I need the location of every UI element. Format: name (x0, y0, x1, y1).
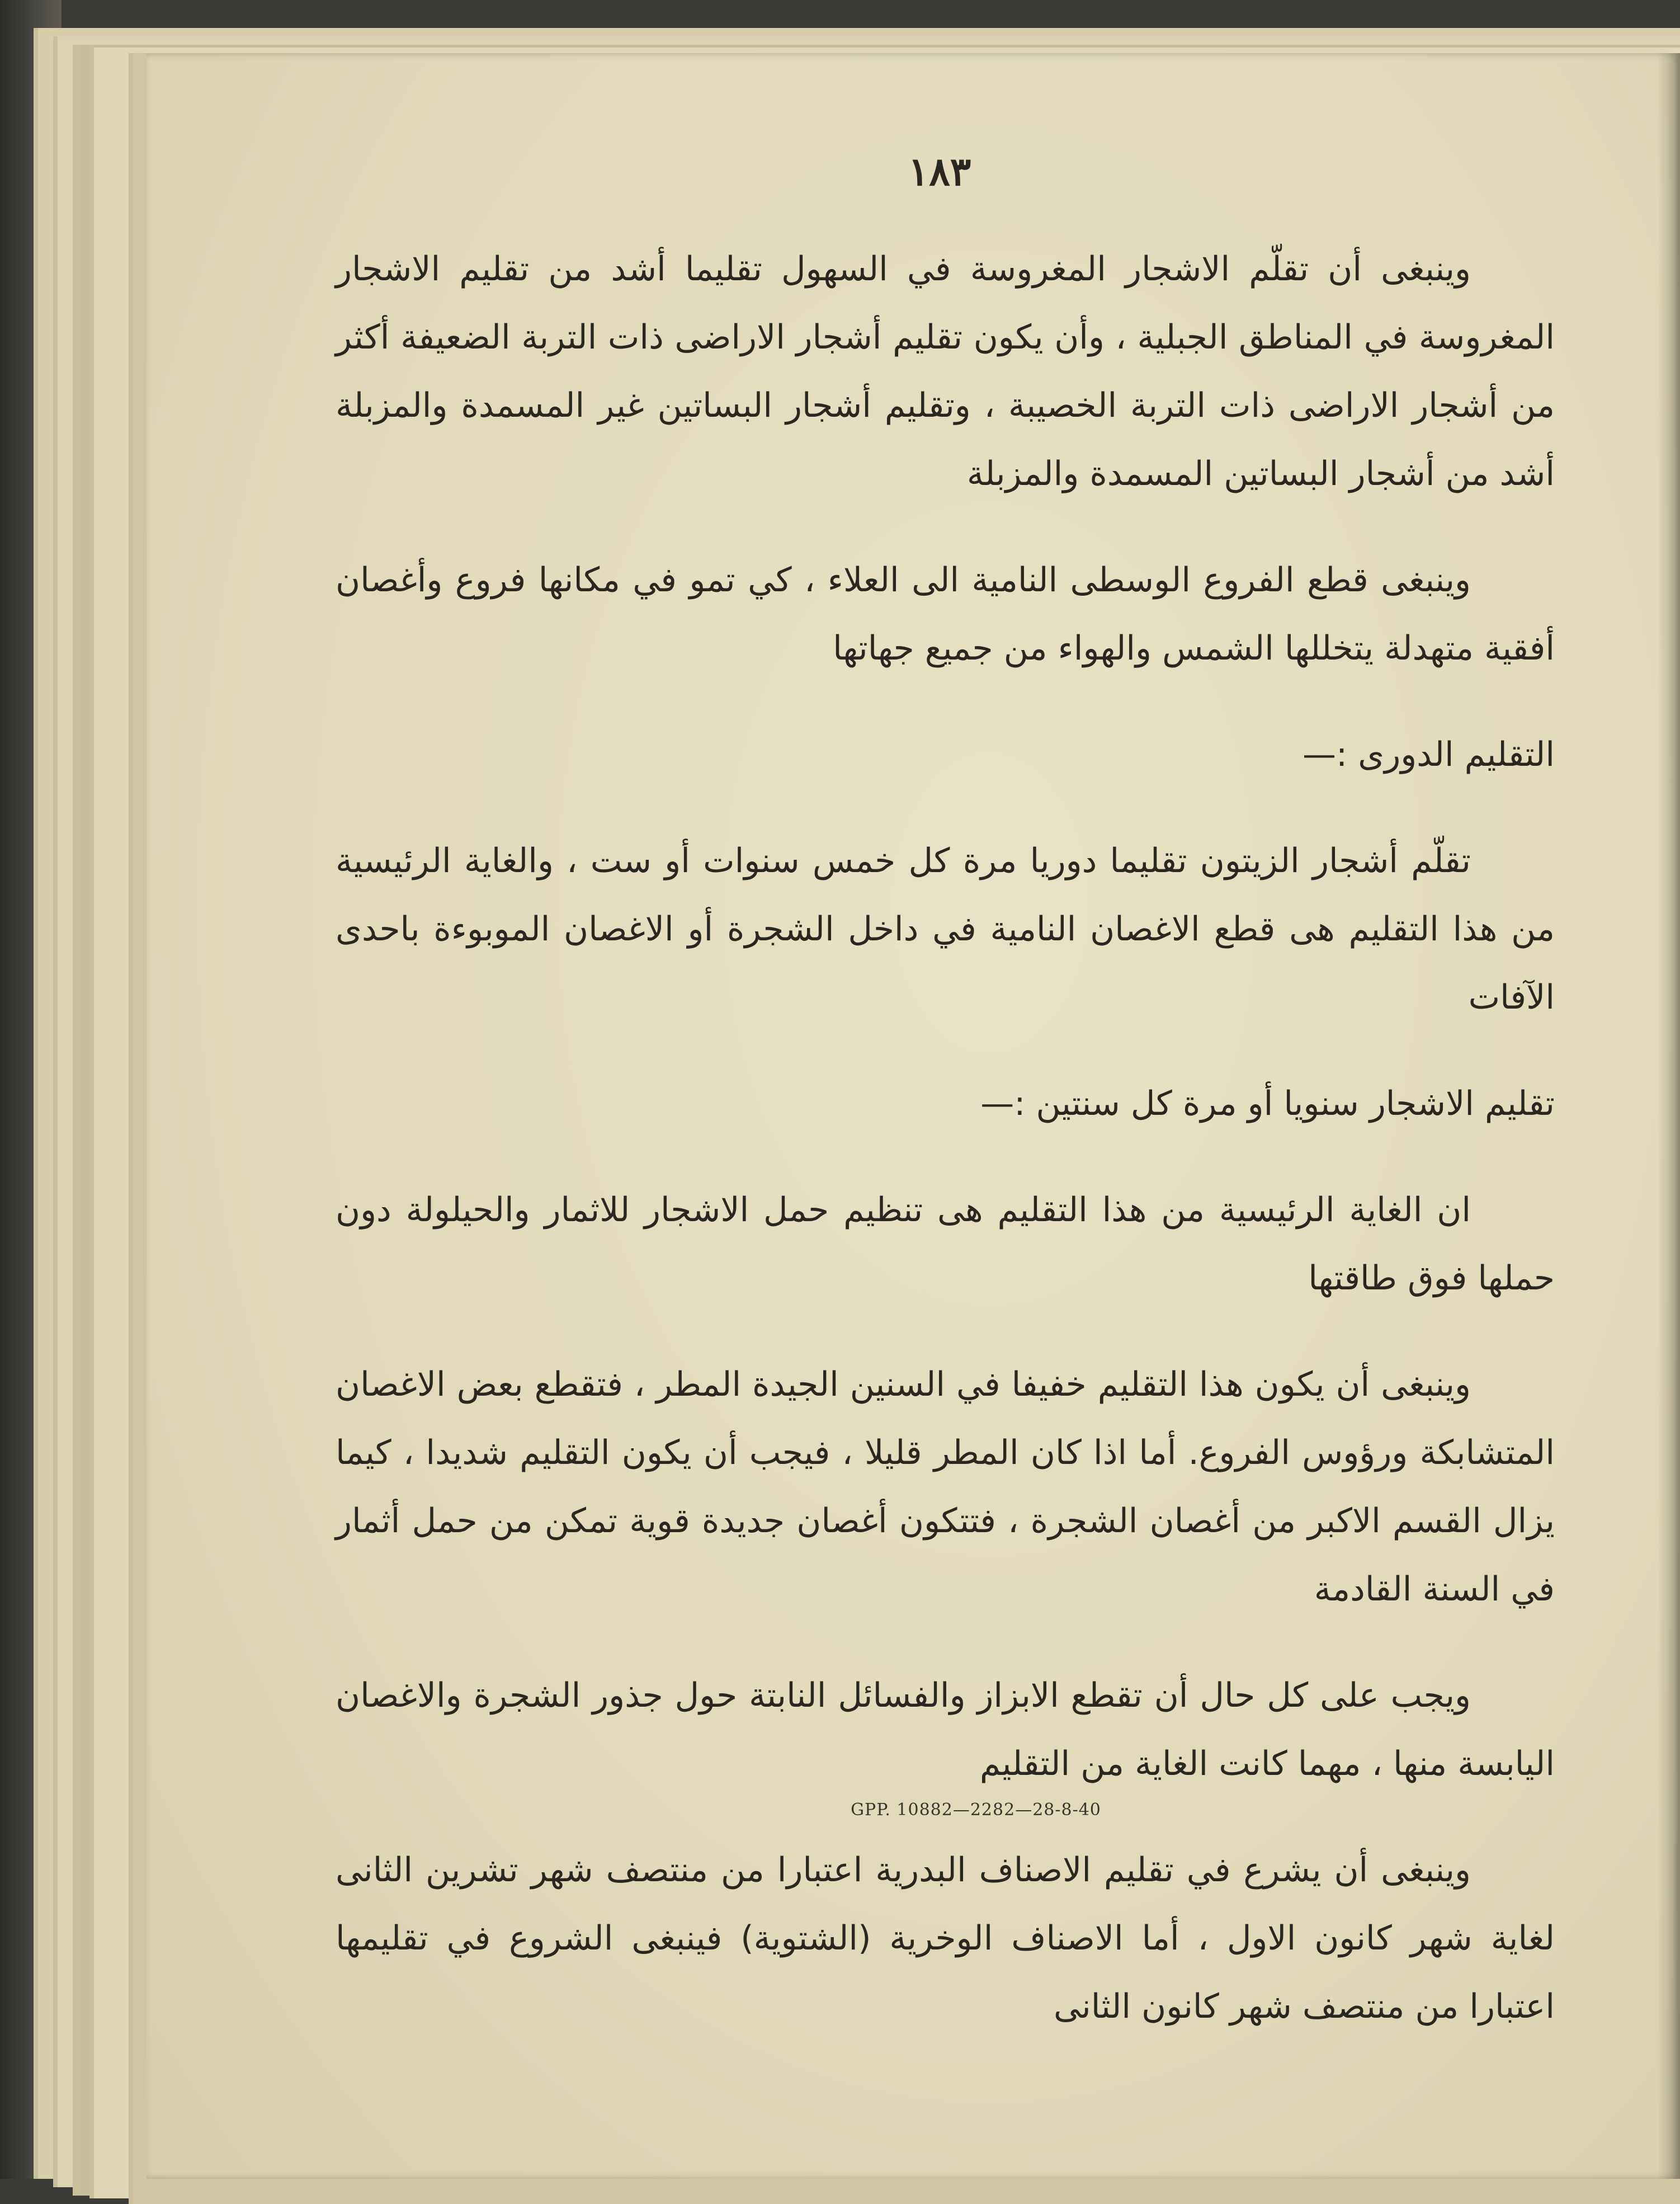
paragraph: وينبغى أن يشرع في تقليم الاصناف البدرية اعتبارا من منتصف شهر تشرين الثانى لغاية شهر كانون الاول ، أما الاصناف الوخرية (الشتوية) فينبغى الشروع في تقليمها اعتبارا من منتصف شهر كانون الثانى (336, 1850, 1555, 2026)
page-shadow (1658, 53, 1680, 2179)
paragraph: تقلّم أشجار الزيتون تقليما دوريا مرة كل خمس سنوات أو ست ، والغاية الرئيسية من هذا التقليم هى قطع الاغصان النامية في داخل الشجرة أو الاغصان الموبوءة باحدى الآفات (336, 841, 1555, 1017)
paragraph: وينبغى أن يكون هذا التقليم خفيفا في السنين الجيدة المطر ، فتقطع بعض الاغصان المتشابكة ورؤوس الفروع. أما اذا كان المطر قليلا ، فيجب أن يكون التقليم شديدا ، كيما يزال القسم الاكبر من أغصان الشجرة ، فتتكون أغصان جديدة قوية تمكن من حمل أثمار في السنة القادمة (336, 1365, 1555, 1609)
section-heading: التقليم الدورى :— (1302, 735, 1555, 774)
paragraph: ويجب على كل حال أن تقطع الابزاز والفسائل النابتة حول جذور الشجرة والاغصان اليابسة منها ، مهما كانت الغاية من التقليم (336, 1676, 1555, 1783)
section-heading: تقليم الاشجار سنويا أو مرة كل سنتين :— (980, 1084, 1555, 1123)
paragraph: وينبغى أن تقلّم الاشجار المغروسة في السهول تقليما أشد من تقليم الاشجار المغروسة في المناطق الجبلية ، وأن يكون تقليم أشجار الاراضى ذات التربة الضعيفة أكثر من أشجار الاراضى ذات التربة الخصيبة ، وتقليم أشجار البساتين غير المسمدة والمزبلة أشد من أشجار البساتين المسمدة والمزبلة (336, 249, 1555, 493)
paragraph: ان الغاية الرئيسية من هذا التقليم هى تنظيم حمل الاشجار للاثمار والحيلولة دون حملها فوق طاقتها (336, 1190, 1555, 1298)
page-number: ١٨٣ (908, 148, 971, 195)
paragraph: وينبغى قطع الفروع الوسطى النامية الى العلاء ، كي تمو في مكانها فروع وأغصان أفقية متهدلة يتخللها الشمس والهواء من جميع جهاتها (336, 561, 1555, 668)
printer-footer: GPP. 10882—2282—28-8-40 (851, 1800, 1101, 1820)
